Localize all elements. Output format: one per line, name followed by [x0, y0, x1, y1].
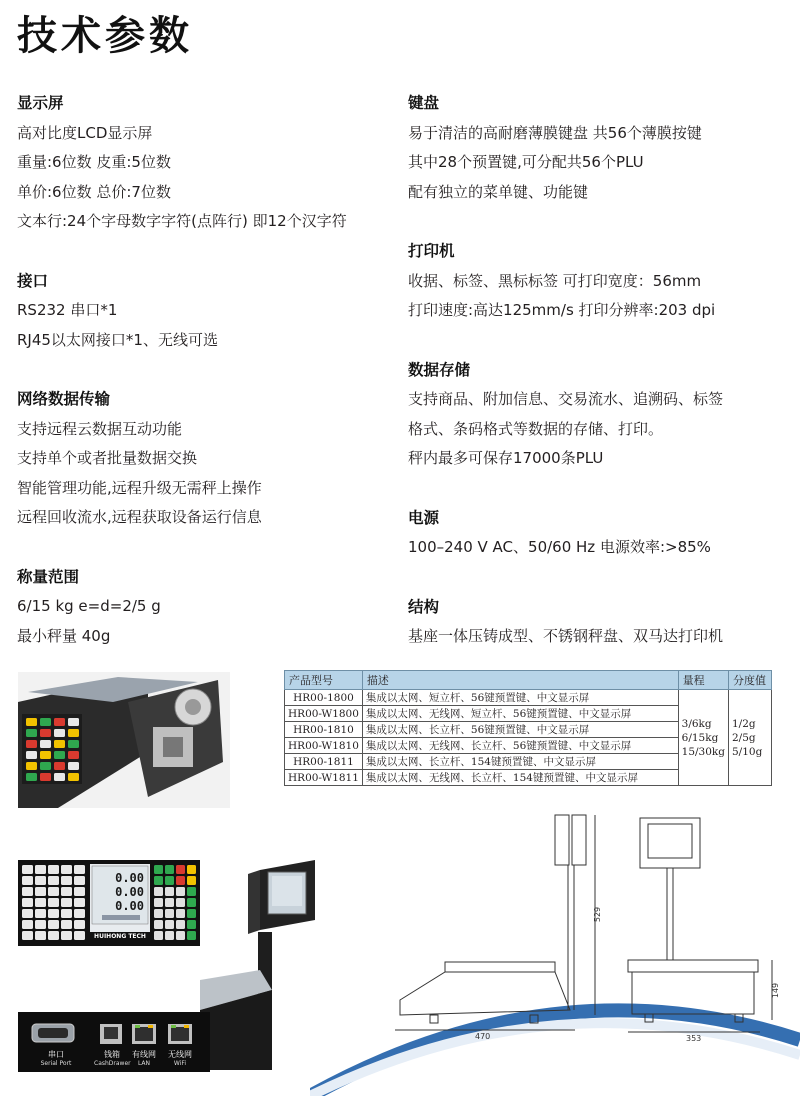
division-value: 1/2g — [732, 717, 756, 730]
section-heading: 电源 — [408, 508, 440, 527]
preset-key — [74, 865, 85, 874]
function-key — [165, 920, 174, 929]
preset-key — [22, 876, 33, 885]
model-cell: HR00-W1810 — [285, 738, 363, 754]
keyboard-key — [54, 718, 65, 726]
preset-key — [48, 909, 59, 918]
keyboard-key — [26, 762, 37, 770]
th-division: 分度值 — [729, 671, 772, 690]
spec-section — [408, 356, 793, 474]
port-wifi-en: WiFi — [173, 1060, 187, 1067]
preset-key — [48, 887, 59, 896]
function-key — [165, 887, 174, 896]
section-heading: 接口 — [17, 271, 49, 290]
function-key — [154, 909, 163, 918]
port-lan-cn: 有线网 — [132, 1050, 156, 1059]
desc-cell: 集成以太网、无线网、短立杆、56键预置键、中文显示屏 — [362, 706, 678, 722]
section-heading: 数据存储 — [408, 360, 471, 379]
section-line: 文本行:24个字母数字字符(点阵行) 即12个汉字符 — [17, 212, 347, 230]
right-column — [408, 89, 793, 682]
desc-cell: 集成以太网、无线网、长立杆、56键预置键、中文显示屏 — [362, 738, 678, 754]
keyboard-key — [68, 762, 79, 770]
function-key — [187, 920, 196, 929]
function-key — [187, 909, 196, 918]
function-key — [187, 865, 196, 874]
section-line: 格式、条码格式等数据的存储、打印。 — [408, 419, 664, 438]
section-heading: 显示屏 — [17, 94, 64, 112]
function-key — [165, 898, 174, 907]
section-heading: 结构 — [408, 597, 440, 616]
preset-key — [48, 931, 59, 940]
preset-key — [48, 920, 59, 929]
keyboard-key — [26, 729, 37, 737]
table-row — [285, 690, 772, 706]
port-lan-en: LAN — [137, 1060, 151, 1067]
preset-key — [22, 909, 33, 918]
preset-key — [74, 887, 85, 896]
preset-key — [48, 876, 59, 885]
function-key — [154, 887, 163, 896]
function-key — [176, 931, 185, 940]
section-line: 配有独立的菜单键、功能键 — [408, 182, 589, 201]
desc-cell: 集成以太网、长立杆、154键预置键、中文显示屏 — [362, 754, 678, 770]
keyboard-key — [68, 740, 79, 748]
preset-key — [61, 887, 72, 896]
section-line: RJ45以太网接口*1、无线可选 — [17, 330, 218, 349]
port-wifi-cn: 无线网 — [168, 1050, 192, 1059]
function-key — [176, 887, 185, 896]
section-line: 重量:6位数 皮重:5位数 — [17, 153, 171, 171]
section-line: 最小秤量 40g — [17, 626, 111, 645]
preset-key — [35, 931, 46, 940]
preset-key — [48, 865, 59, 874]
section-line: 基座一体压铸成型、不锈钢秤盘、双马达打印机 — [408, 627, 724, 645]
function-key — [187, 931, 196, 940]
range-value: 15/30kg — [681, 745, 725, 758]
section-line: 远程回收流水,远程获取设备运行信息 — [17, 508, 262, 526]
dimension-drawings — [310, 810, 800, 1096]
scale-photo — [200, 860, 315, 1070]
division-value: 5/10g — [732, 745, 763, 758]
desc-cell: 集成以太网、短立杆、56键预置键、中文显示屏 — [362, 690, 678, 706]
range-value: 6/15kg — [681, 731, 719, 744]
function-key — [154, 920, 163, 929]
keyboard-key — [40, 718, 51, 726]
preset-key — [35, 865, 46, 874]
function-key — [154, 898, 163, 907]
model-cell: HR00-1810 — [285, 722, 363, 738]
keyboard-key — [68, 729, 79, 737]
function-key — [154, 865, 163, 874]
function-key — [165, 876, 174, 885]
division-cell — [729, 690, 772, 786]
section-line: 支持商品、附加信息、交易流水、追溯码、标签 — [408, 390, 724, 408]
preset-key — [22, 865, 33, 874]
preset-key — [74, 920, 85, 929]
port-cashdrawer-en: CashDrawer — [94, 1060, 131, 1067]
model-cell: HR00-1811 — [285, 754, 363, 770]
keyboard-key — [54, 773, 65, 781]
preset-key — [74, 876, 85, 885]
preset-key — [74, 898, 85, 907]
preset-key — [74, 931, 85, 940]
function-key — [176, 920, 185, 929]
function-key — [187, 876, 196, 885]
port-serial-en: Serial Port — [40, 1060, 72, 1067]
keyboard-key — [26, 740, 37, 748]
function-key — [165, 909, 174, 918]
keyboard-key — [68, 773, 79, 781]
keyboard-key — [26, 751, 37, 759]
th-range: 量程 — [678, 671, 728, 690]
section-line: 收据、标签、黑标标签 可打印宽度：56mm — [408, 271, 702, 290]
dim-base-height: 149 — [771, 982, 781, 999]
preset-key — [22, 898, 33, 907]
section-heading: 打印机 — [408, 242, 455, 260]
section-line: 6/15 kg e=d=2/5 g — [17, 597, 161, 615]
keyboard-key — [40, 762, 51, 770]
section-line: 支持远程云数据互动功能 — [17, 419, 183, 438]
keyboard-key — [54, 762, 65, 770]
display-keypad-photo — [18, 860, 200, 946]
left-column — [17, 89, 402, 681]
spec-section — [17, 89, 402, 237]
lcd-digits: 0.00 — [115, 885, 144, 899]
preset-key — [35, 898, 46, 907]
dim-width: 353 — [686, 1034, 702, 1043]
keyboard-key — [68, 718, 79, 726]
keyboard-key — [26, 773, 37, 781]
spec-section — [17, 385, 402, 533]
function-key — [176, 865, 185, 874]
division-value: 2/5g — [732, 731, 756, 744]
keyboard-key — [26, 718, 37, 726]
section-line: 单价:6位数 总价:7位数 — [17, 182, 171, 201]
section-line: RS232 串口*1 — [17, 301, 118, 319]
spec-section — [408, 89, 793, 207]
section-line: 秤内最多可保存17000条PLU — [408, 449, 604, 467]
preset-key — [22, 887, 33, 896]
preset-key — [35, 920, 46, 929]
preset-key — [61, 909, 72, 918]
desc-cell: 集成以太网、无线网、长立杆、154键预置键、中文显示屏 — [362, 770, 678, 786]
spec-section — [408, 504, 793, 563]
keyboard-key — [54, 729, 65, 737]
preset-key — [35, 909, 46, 918]
model-cell: HR00-1800 — [285, 690, 363, 706]
spec-section — [408, 237, 793, 326]
brand-label: HUIHONG TECH — [94, 933, 146, 940]
th-model: 产品型号 — [285, 671, 363, 690]
section-line: 高对比度LCD显示屏 — [17, 123, 153, 142]
page-title: 技术参数 — [17, 13, 193, 59]
preset-key — [22, 920, 33, 929]
keyboard-key — [54, 740, 65, 748]
function-key — [187, 898, 196, 907]
preset-key — [48, 898, 59, 907]
section-heading: 称量范围 — [17, 567, 80, 586]
keyboard-key — [68, 751, 79, 759]
model-cell: HR00-W1800 — [285, 706, 363, 722]
keyboard-key — [40, 729, 51, 737]
section-line: 支持单个或者批量数据交换 — [17, 449, 198, 467]
preset-key — [61, 876, 72, 885]
range-cell — [678, 690, 728, 786]
function-key — [187, 887, 196, 896]
preset-key — [61, 931, 72, 940]
preset-key — [61, 865, 72, 874]
port-panel — [18, 1012, 210, 1072]
spec-section — [17, 267, 402, 356]
desc-cell: 集成以太网、长立杆、56键预置键、中文显示屏 — [362, 722, 678, 738]
section-line: 易于清洁的高耐磨薄膜键盘 共56个薄膜按键 — [408, 123, 702, 142]
keyboard-key — [54, 751, 65, 759]
preset-key — [22, 931, 33, 940]
dim-depth: 470 — [475, 1032, 491, 1041]
section-heading: 键盘 — [408, 94, 440, 112]
preset-key — [35, 887, 46, 896]
preset-key — [61, 920, 72, 929]
function-key — [165, 865, 174, 874]
range-value: 3/6kg — [681, 717, 712, 730]
port-serial-cn: 串口 — [48, 1050, 64, 1059]
lcd-digits: 0.00 — [115, 871, 144, 885]
preset-key — [61, 898, 72, 907]
preset-key — [74, 909, 85, 918]
keyboard-key — [40, 740, 51, 748]
model-cell: HR00-W1811 — [285, 770, 363, 786]
port-cashdrawer-cn: 钱箱 — [104, 1050, 120, 1059]
spec-table — [284, 670, 772, 786]
lcd-digits: 0.00 — [115, 899, 144, 913]
section-line: 智能管理功能,远程升级无需秤上操作 — [17, 478, 262, 497]
keyboard-key — [40, 751, 51, 759]
section-line: 打印速度:高达125mm/s 打印分辨率:203 dpi — [408, 301, 716, 319]
printer-photo — [18, 672, 230, 808]
function-key — [154, 876, 163, 885]
section-line: 其中28个预置键,可分配共56个PLU — [408, 153, 644, 171]
function-key — [165, 931, 174, 940]
function-key — [176, 898, 185, 907]
dim-height: 529 — [593, 906, 603, 923]
section-line: 100–240 V AC、50/60 Hz 电源效率:>85% — [408, 538, 711, 556]
function-key — [154, 931, 163, 940]
function-key — [176, 909, 185, 918]
preset-key — [35, 876, 46, 885]
keyboard-key — [40, 773, 51, 781]
section-heading: 网络数据传输 — [17, 390, 111, 408]
spec-section — [17, 563, 402, 652]
function-key — [176, 876, 185, 885]
th-desc: 描述 — [362, 671, 678, 690]
spec-section — [408, 593, 793, 652]
